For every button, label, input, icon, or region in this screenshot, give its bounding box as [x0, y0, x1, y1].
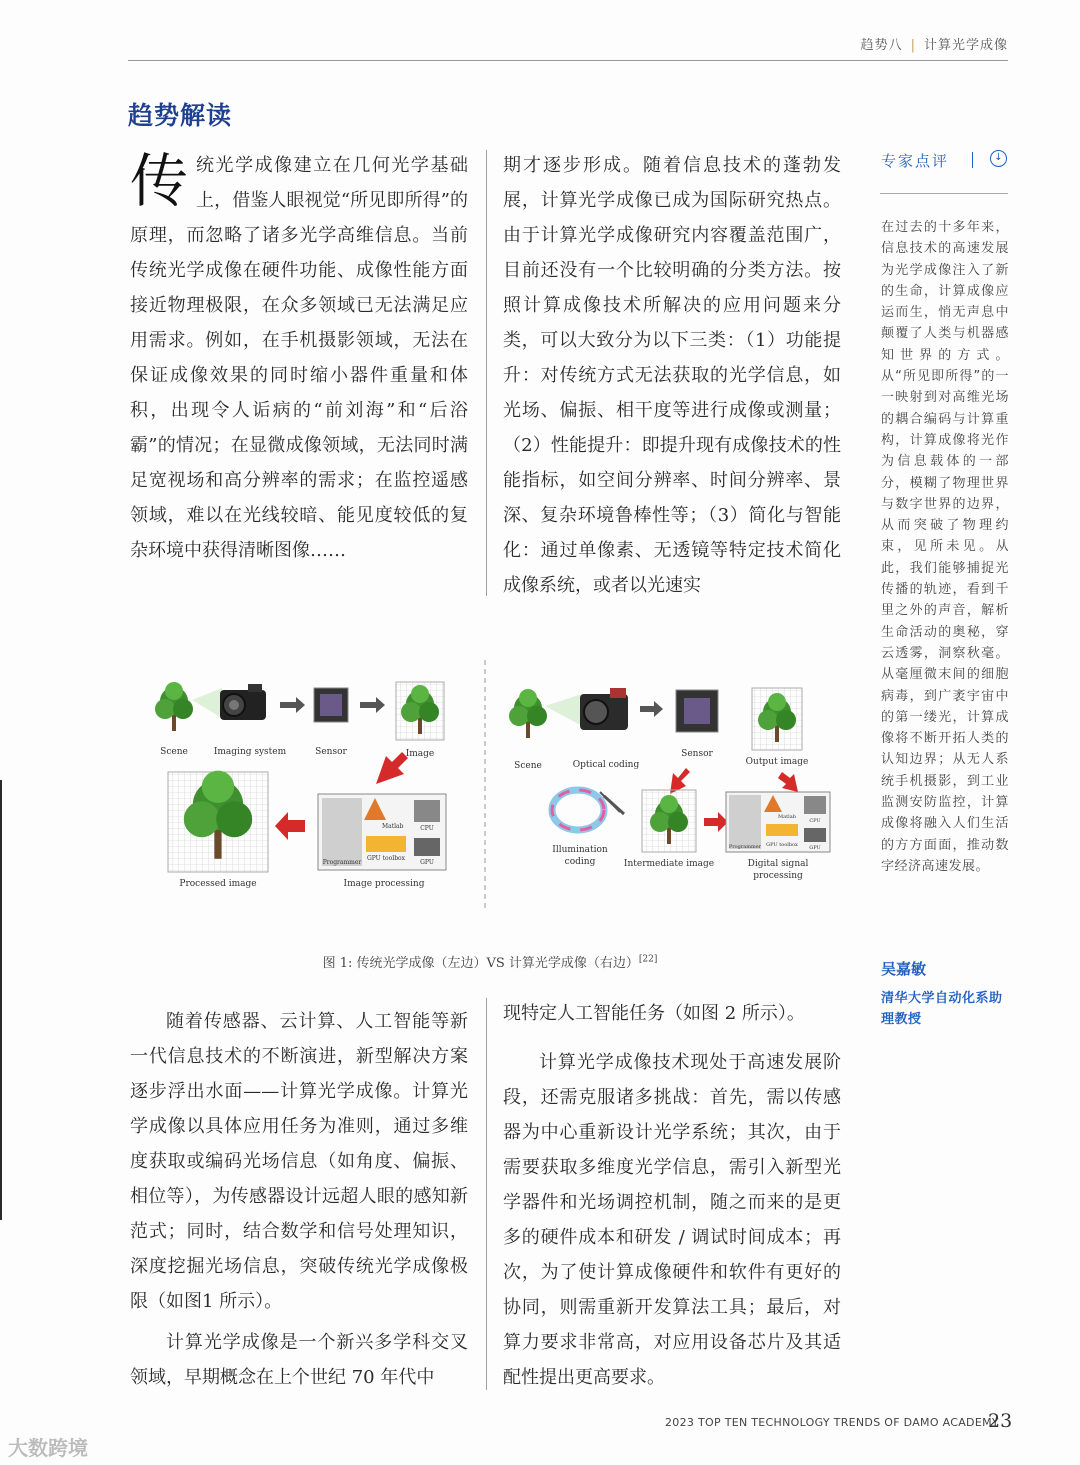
image-processing-box [318, 794, 446, 870]
expert-comment-divider [972, 152, 973, 168]
left-image [396, 682, 444, 740]
dsp-label-2: processing [753, 871, 803, 881]
processed-image-label: Processed image [179, 879, 257, 889]
expert-comment-label: 专家点评 [881, 152, 950, 170]
left-scene-label: Scene [160, 747, 188, 757]
header-section: 趋势八 [860, 38, 903, 53]
svg-text:Matlab: Matlab [778, 814, 796, 820]
body-left-column [130, 1004, 468, 1395]
illumination-coding-label-1: Illumination [552, 845, 608, 855]
intermediate-image [642, 790, 696, 852]
watermark: 大数跨境 [8, 1436, 88, 1460]
right-light-cone [545, 694, 582, 726]
imaging-system-label: Imaging system [213, 747, 287, 757]
column-divider-top [486, 150, 487, 596]
output-image [752, 688, 802, 750]
section-title: 趋势解读 [128, 101, 233, 130]
output-image-label: Output image [745, 757, 809, 767]
svg-text:GPU: GPU [809, 845, 821, 851]
figure-diagram [130, 660, 850, 940]
intro-left-text: 统光学成像建立在几何光学基础上，借鉴人眼视觉“所见即所得”的原理，而忽略了诸多光学高维信息。当前传统光学成像在硬件功能、成像性能方面接近物理极限，在众多领域已无法满足应用需求。例如，在手机摄影领域，无法在保证成像效果的同时缩小器件重量和体积，出现令人诟病的“前刘海”和“后浴霸”的情况；在显微成像领域，无法同时满足宽视场和高分辨率的需求；在监控遥感领域，难以在光线较暗、能见度较低的复杂环境中获得清晰图像…… [130, 155, 468, 561]
figure-caption-ref: [22] [638, 954, 658, 965]
svg-text:Matlab: Matlab [382, 823, 404, 830]
intro-left-column [130, 148, 468, 568]
image-processing-label: Image processing [343, 879, 425, 889]
figure-1 [130, 660, 850, 940]
page-number: 23 [988, 1410, 1013, 1432]
sensor-icon [314, 688, 348, 722]
intermediate-image-label: Intermediate image [623, 859, 715, 869]
drop-cap: 传 [130, 147, 189, 215]
arrow-icon [360, 697, 385, 713]
arrow-icon [280, 697, 305, 713]
right-sensor-label: Sensor [681, 749, 713, 759]
expert-title: 清华大学自动化系助理教授 [881, 991, 1003, 1027]
svg-text:GPU: GPU [420, 859, 434, 866]
right-scene-label: Scene [514, 761, 542, 771]
red-arrow-icon [778, 772, 798, 792]
intro-right-column [503, 148, 841, 603]
figure-caption-text: 图 1: 传统光学成像（左边）VS 计算光学成像（右边） [322, 956, 639, 971]
svg-text:CPU: CPU [809, 818, 821, 824]
header-rule [128, 60, 1008, 61]
sidebar-rule [880, 193, 1008, 194]
red-arrow-icon [704, 812, 728, 832]
svg-text:Programmer: Programmer [322, 859, 362, 866]
svg-text:GPU toolbox: GPU toolbox [766, 842, 798, 848]
svg-text:CPU: CPU [420, 825, 434, 832]
figure-caption [0, 952, 980, 971]
running-header [861, 34, 1008, 53]
header-separator: | [910, 38, 916, 53]
intro-right-text: 期才逐步形成。随着信息技术的蓬勃发展，计算光学成像已成为国际研究热点。由于计算光学成像研究内容覆盖范围广，目前还没有一个比较明确的分类方法。按照计算成像技术所解决的应用问题来分类，可以大致分为以下三类：（1）功能提升：对传统方式无法获取的光学信息，如光场、偏振、相干度等进行成像或测量；（2）性能提升：即提升现有成像技术的性能指标，如空间分辨率、时间分辨率、景深、复杂环境鲁棒性等；（3）简化与智能化：通过单像素、无透镜等特定技术简化成像系统，或者以光速实 [503, 155, 841, 596]
illumination-coding-label-2: coding [564, 857, 596, 867]
body-right-paragraph-1: 现特定人工智能任务（如图 2 所示）。 [503, 1003, 805, 1024]
red-arrow-icon [275, 812, 305, 840]
svg-text:Programmer: Programmer [728, 844, 762, 850]
body-left-paragraph-1: 随着传感器、云计算、人工智能等新一代信息技术的不断演进，新型解决方案逐步浮出水面——计算光学成像。计算光学成像以具体应用任务为准则，通过多维度获取或编码光场信息（如角度、偏振、相位等），为传感器设计远超人眼的感知新范式；同时，结合数学和信号处理知识，深度挖掘光场信息，突破传统光学成像极限（如图1 所示）。 [130, 1011, 468, 1312]
optical-coding-label: Optical coding [572, 760, 640, 770]
arrow-icon [640, 701, 663, 717]
left-light-cone [192, 688, 222, 718]
left-scene [155, 682, 193, 757]
page-edge-mark [0, 780, 2, 1220]
left-sensor-label: Sensor [315, 747, 347, 757]
header-topic: 计算光学成像 [923, 38, 1008, 53]
download-icon[interactable]: ↓ [990, 150, 1007, 167]
camera-icon [220, 684, 266, 720]
illumination-ring-icon [552, 790, 604, 830]
coded-camera-icon [580, 688, 628, 730]
body-left-paragraph-2: 计算光学成像是一个新兴多学科交叉领域，早期概念在上个世纪 70 年代中 [130, 1332, 468, 1388]
dsp-label-1: Digital signal [747, 859, 809, 869]
svg-text:GPU toolbox: GPU toolbox [366, 855, 406, 862]
expert-comment-body: 在过去的十多年来，信息技术的高速发展为光学成像注入了新的生命，计算成像应运而生，悄无声息中颠覆了人类与机器感知世界的方式。从“所见即所得”的一一映射到对高维光场的耦合编码与计算重构，计算成像将光作为信息载体的一部分，模糊了物理世界与数字世界的边界，从而突破了物理约束，见所未见。从此，我们能够捕捉光传播的轨迹，看到千里之外的声音，解析生命活动的奥秘，穿云透雾，洞察秋毫。从毫厘微末间的细胞病毒，到广袤宇宙中的第一缕光，计算成像将不断开拓人类的认知边界；从无人系统手机摄影，到工业监测安防监控，计算成像将融入人们生活的方方面面，推动数字经济高速发展。 [881, 220, 1009, 874]
right-scene [509, 689, 547, 771]
left-image-label: Image [405, 749, 435, 759]
body-right-column [503, 996, 841, 1395]
expert-name: 吴嘉敏 [881, 960, 927, 978]
footer-text: 2023 TOP TEN TECHNOLOGY TRENDS OF DAMO ACADEMY [665, 1416, 999, 1429]
column-divider-bottom [486, 998, 487, 1390]
red-arrow-icon [376, 752, 408, 784]
body-right-paragraph-2: 计算光学成像技术现处于高速发展阶段，还需克服诸多挑战：首先，需以传感器为中心重新设计光学系统；其次，由于需要获取多维度光学信息，需引入新型光学器件和光场调控机制，随之而来的是更多的硬件成本和研发 / 调试时间成本；再次，为了使计算成像硬件和软件有更好的协同，则需重新开发算法工具；最后，对算力要求非常高，对应用设备芯片及其适配性提出更高要求。 [503, 1052, 841, 1388]
signal-processing-box [726, 792, 830, 852]
processed-image [168, 771, 268, 872]
right-sensor-icon [676, 690, 718, 732]
